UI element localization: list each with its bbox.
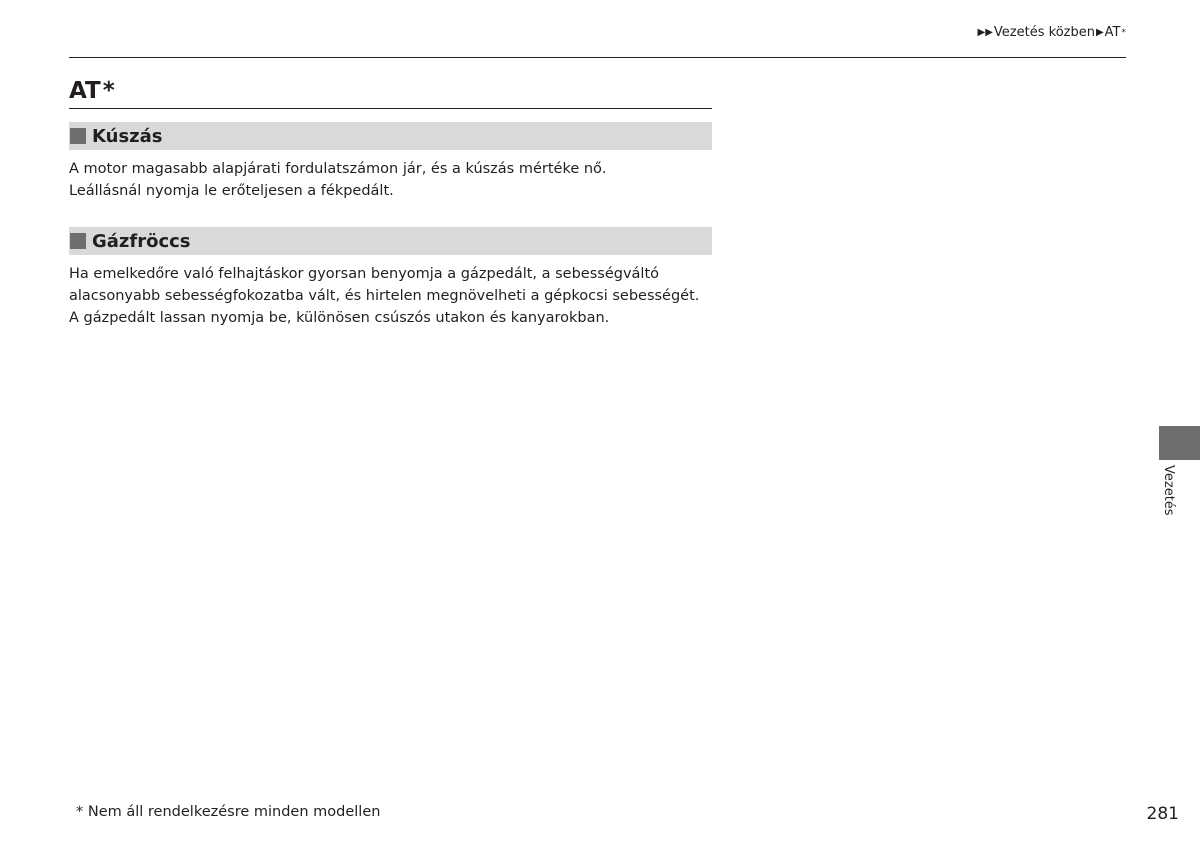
breadcrumb-asterisk: * (1121, 27, 1126, 38)
chapter-tab-label: Vezetés (1161, 465, 1176, 516)
header-rule (69, 57, 1126, 58)
body-line: A gázpedált lassan nyomja be, különösen csúszós utakon és kanyarokban. (69, 310, 610, 326)
breadcrumb-item-vezetes-kozben: Vezetés közben (993, 25, 1095, 40)
page-number: 281 (1146, 804, 1179, 824)
page-title-asterisk: * (102, 78, 115, 104)
footnote: * Nem áll rendelkezésre minden modellen (76, 804, 381, 820)
section-heading-gazfroccs (69, 227, 712, 255)
section-title: Gázfröccs (92, 230, 191, 252)
square-bullet-icon (70, 233, 86, 249)
section-body-kuszas (69, 158, 749, 202)
section-heading-kuszas (69, 122, 712, 150)
square-bullet-icon (70, 128, 86, 144)
page-title-text: AT (69, 78, 101, 104)
breadcrumb-item-at: AT (1104, 25, 1121, 40)
section-body-gazfroccs (69, 263, 749, 329)
chapter-tab-marker (1159, 426, 1200, 460)
section-title: Kúszás (92, 125, 163, 147)
page-title (69, 74, 712, 109)
body-line: Leállásnál nyomja le erőteljesen a fékpedált. (69, 183, 394, 199)
breadcrumb (978, 25, 1126, 40)
body-line: Ha emelkedőre való felhajtáskor gyorsan benyomja a gázpedált, a sebességváltó (69, 266, 660, 282)
double-triangle-icon: ▶▶ (977, 27, 993, 38)
body-line: A motor magasabb alapjárati fordulatszámon jár, és a kúszás mértéke nő. (69, 161, 607, 177)
body-line: alacsonyabb sebességfokozatba vált, és hirtelen megnövelheti a gépkocsi sebességét. (69, 288, 700, 304)
triangle-separator-icon: ▶ (1095, 27, 1104, 38)
